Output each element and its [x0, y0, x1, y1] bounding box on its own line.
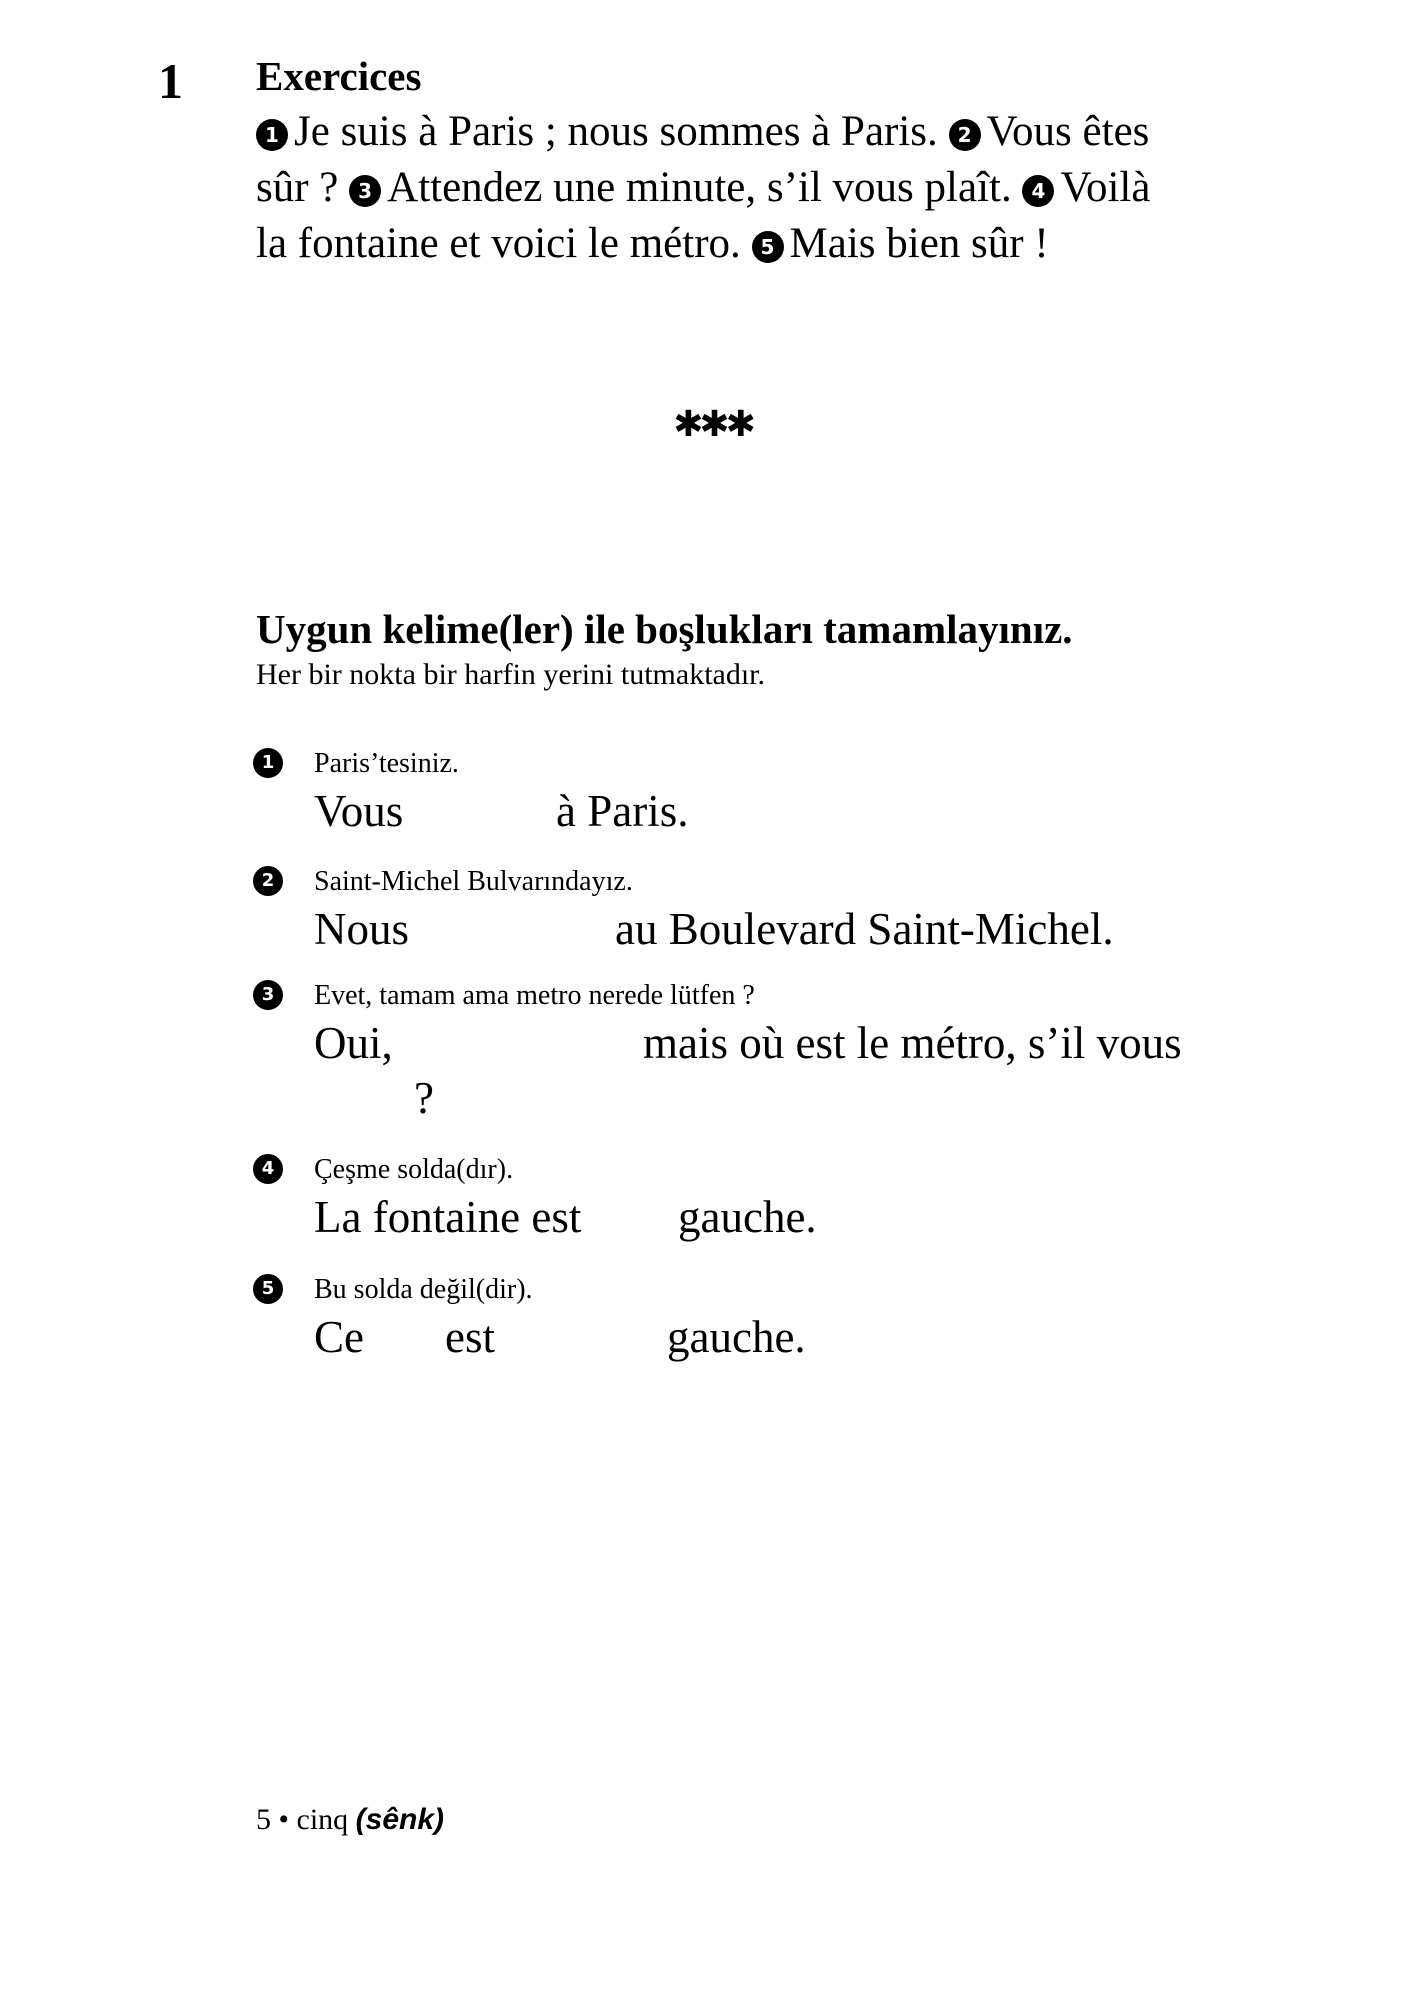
answer-text: Oui, [314, 1018, 393, 1068]
number-5-icon: 5 [752, 231, 784, 263]
answer-text: gauche. [667, 1312, 806, 1362]
answer-text: Nous [314, 904, 410, 954]
question-number-icon [253, 980, 289, 1010]
exercise-sentence-end: la fontaine et voici le métro. [256, 220, 741, 267]
number-3-icon: 3 [253, 980, 283, 1010]
question-number-icon [253, 748, 289, 778]
answer-text: gauche. [678, 1192, 817, 1242]
question-prompt: Saint-Michel Bulvarındayız. [314, 866, 633, 897]
answer-text: La fontaine est [314, 1192, 582, 1242]
instruction-title: Uygun kelime(ler) ile boşlukları tamamlayınız. [256, 606, 1073, 652]
answer-text: Vous [314, 786, 404, 836]
exercises-line [256, 104, 1306, 160]
answer-text: ? [414, 1073, 434, 1123]
exercises-paragraph [256, 104, 1306, 272]
answer-text: est [445, 1312, 495, 1362]
exercise-sentence: Je suis à Paris ; nous sommes à Paris. [294, 108, 938, 155]
answer-text: Ce [314, 1312, 364, 1362]
lesson-number: 1 [158, 53, 183, 109]
answer-text: à Paris. [556, 786, 689, 836]
instruction-subtitle: Her bir nokta bir harfin yerini tutmaktadır. [256, 658, 766, 691]
exercise-sentence: Attendez une minute, s’il vous plaît. [387, 164, 1012, 211]
number-4-icon: 4 [253, 1154, 283, 1184]
footer-bullet: • [278, 1803, 290, 1836]
exercise-sentence: Mais bien sûr ! [789, 220, 1049, 267]
answer-text: au Boulevard Saint-Michel. [615, 904, 1114, 954]
page-number-pronunciation: (sênk) [355, 1803, 445, 1836]
question-prompt: Evet, tamam ama metro nerede lütfen ? [314, 980, 755, 1011]
section-separator: ✱✱✱ [673, 404, 752, 445]
exercices-heading: Exercices [256, 53, 422, 99]
exercise-sentence: Vous êtes [986, 108, 1150, 155]
question-prompt: Çeşme solda(dır). [314, 1154, 514, 1185]
question-number-icon [253, 1274, 289, 1304]
number-4-icon: 4 [1022, 175, 1054, 207]
number-2-icon: 2 [253, 866, 283, 896]
question-prompt: Paris’tesiniz. [314, 748, 459, 779]
exercise-sentence: Voilà [1060, 164, 1151, 211]
number-3-icon: 3 [349, 175, 381, 207]
number-1-icon: 1 [253, 748, 283, 778]
question-number-icon [253, 1154, 289, 1184]
question-prompt: Bu solda değil(dir). [314, 1274, 533, 1305]
exercises-line [256, 216, 1306, 272]
page-footer [256, 1803, 444, 1837]
number-2-icon: 2 [949, 119, 981, 151]
question-number-icon [253, 866, 289, 896]
number-1-icon: 1 [256, 119, 288, 151]
exercises-line [256, 160, 1306, 216]
page-number-word: cinq [296, 1803, 349, 1836]
page-number: 5 [256, 1803, 271, 1836]
number-5-icon: 5 [253, 1274, 283, 1304]
exercise-sentence-end: sûr ? [256, 164, 339, 211]
answer-text: mais où est le métro, s’il vous [643, 1018, 1182, 1068]
